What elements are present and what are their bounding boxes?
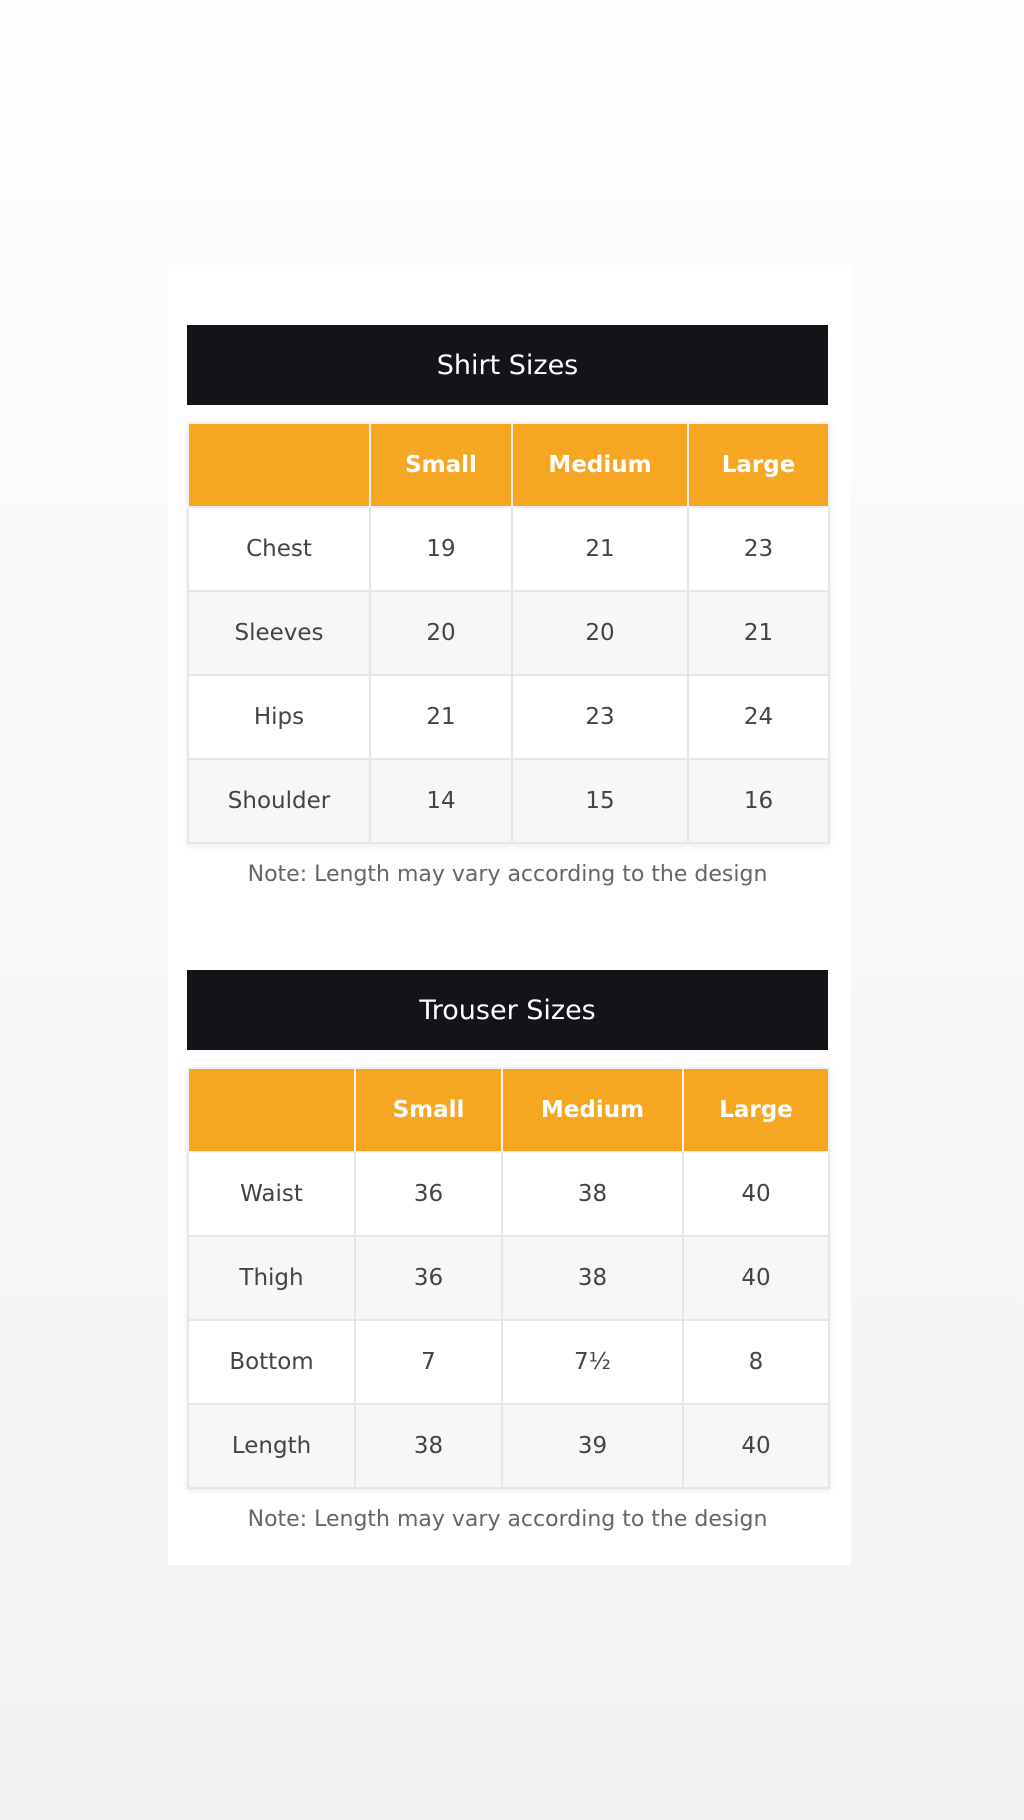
row-label: Length — [188, 1404, 355, 1488]
table-cell: 7½ — [502, 1320, 683, 1404]
table-cell: 36 — [355, 1236, 502, 1320]
row-label: Thigh — [188, 1236, 355, 1320]
table-cell: 23 — [688, 507, 829, 591]
column-header-small: Small — [370, 423, 512, 507]
shirt-size-section — [187, 325, 828, 887]
table-cell: 20 — [370, 591, 512, 675]
table-cell: 40 — [683, 1152, 829, 1236]
table-cell: 15 — [512, 759, 688, 843]
table-row — [188, 675, 829, 759]
row-label: Hips — [188, 675, 370, 759]
trouser-sizes-title: Trouser Sizes — [187, 970, 828, 1050]
row-label: Sleeves — [188, 591, 370, 675]
column-header-large: Large — [688, 423, 829, 507]
table-row — [188, 1152, 829, 1236]
table-cell: 23 — [512, 675, 688, 759]
table-cell: 40 — [683, 1236, 829, 1320]
table-row — [188, 759, 829, 843]
row-label: Chest — [188, 507, 370, 591]
table-cell: 21 — [512, 507, 688, 591]
row-label: Bottom — [188, 1320, 355, 1404]
table-row — [188, 1320, 829, 1404]
table-cell: 7 — [355, 1320, 502, 1404]
table-row — [188, 1404, 829, 1488]
table-cell: 19 — [370, 507, 512, 591]
table-cell: 21 — [370, 675, 512, 759]
table-cell: 20 — [512, 591, 688, 675]
trouser-size-table — [187, 1067, 830, 1489]
column-header-blank — [188, 423, 370, 507]
table-header-row — [188, 423, 829, 507]
table-row — [188, 591, 829, 675]
trouser-length-note: Note: Length may vary according to the design — [247, 1507, 768, 1532]
column-header-small: Small — [355, 1068, 502, 1152]
table-cell: 38 — [502, 1236, 683, 1320]
row-label: Waist — [188, 1152, 355, 1236]
table-header-row — [188, 1068, 829, 1152]
column-header-medium: Medium — [502, 1068, 683, 1152]
size-chart-card — [168, 265, 851, 1565]
row-label: Shoulder — [188, 759, 370, 843]
table-cell: 38 — [355, 1404, 502, 1488]
trouser-size-section — [187, 970, 828, 1532]
table-cell: 14 — [370, 759, 512, 843]
table-cell: 39 — [502, 1404, 683, 1488]
table-cell: 36 — [355, 1152, 502, 1236]
table-row — [188, 1236, 829, 1320]
shirt-length-note: Note: Length may vary according to the design — [247, 862, 768, 887]
table-cell: 21 — [688, 591, 829, 675]
table-cell: 16 — [688, 759, 829, 843]
table-cell: 40 — [683, 1404, 829, 1488]
table-cell: 24 — [688, 675, 829, 759]
column-header-large: Large — [683, 1068, 829, 1152]
shirt-size-table — [187, 422, 830, 844]
table-cell: 38 — [502, 1152, 683, 1236]
shirt-sizes-title: Shirt Sizes — [187, 325, 828, 405]
table-row — [188, 507, 829, 591]
table-cell: 8 — [683, 1320, 829, 1404]
column-header-blank — [188, 1068, 355, 1152]
column-header-medium: Medium — [512, 423, 688, 507]
